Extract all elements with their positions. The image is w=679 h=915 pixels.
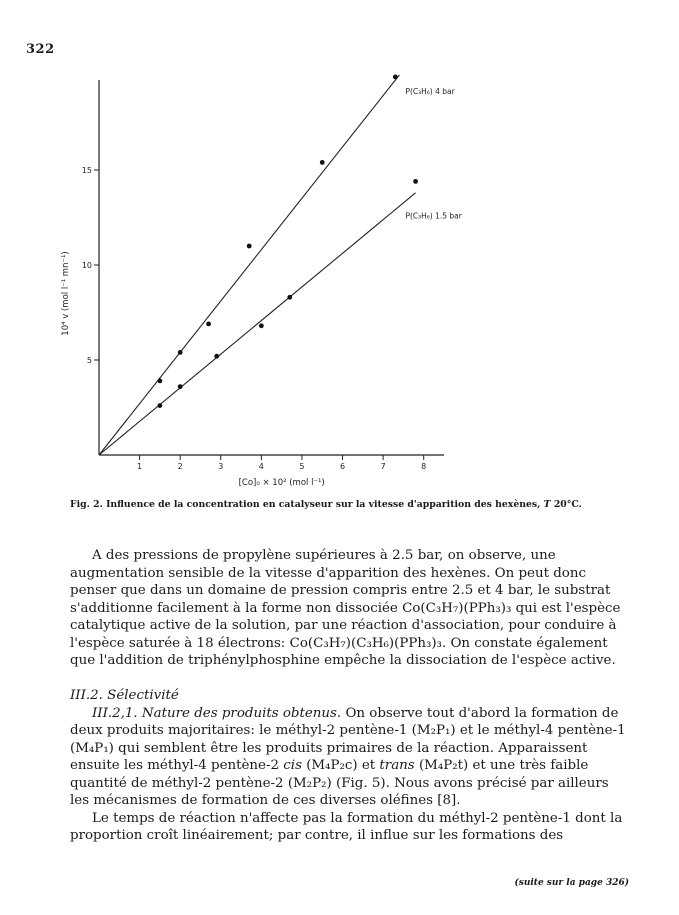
trans-word: trans xyxy=(379,758,415,773)
x-axis-label: [Co]₀ × 10² (mol l⁻¹) xyxy=(238,478,325,488)
x-tick-label: 1 xyxy=(137,462,143,471)
section-heading: III.2. Sélectivité xyxy=(70,688,179,703)
x-tick-label: 4 xyxy=(258,462,264,471)
x-tick-label: 3 xyxy=(218,462,224,471)
figure-caption xyxy=(70,499,660,510)
section-3-2 xyxy=(70,687,630,845)
paragraph-1 xyxy=(70,547,630,670)
y-tick-label: 5 xyxy=(86,356,92,365)
series-1-fit-line xyxy=(99,75,399,455)
series-2-point xyxy=(259,323,264,328)
paragraph-2 xyxy=(70,705,630,810)
series-2-point xyxy=(157,403,162,408)
x-tick-label: 2 xyxy=(177,462,183,471)
series-2-label: P(C₃H₆) 1.5 bar xyxy=(405,211,462,221)
caption-text: Influence de la concentration en catalyseur sur la vitesse d'apparition des hexènes, xyxy=(106,499,541,510)
series-1-point xyxy=(206,322,211,327)
caption-label: Fig. 2. xyxy=(70,499,103,510)
paragraph-1-text: A des pressions de propylène supérieures à 2.5 bar, on observe, une augmentation sensible de la vitesse d'apparition des hexènes. On peut donc penser que dans un domaine de pression compris entre 2.5 et 4 bar, le substrat s'additionne facilement à la forme non dissociée Co(C₃H₇)(PPh₃)₃ qui est l'espèce catalytique active de la solution, par une réaction d'association, pour conduire à l'espèce saturée à 18 électrons: Co(C₃H₇)(C₃H₆)(PPh₃)₃. On constate également que l'addition de triphénylphosphine empêche la dissociation de l'espèce active. xyxy=(70,548,621,668)
x-tick-label: 6 xyxy=(339,462,346,471)
page-number: 322 xyxy=(26,42,55,57)
paragraph-2-text-b: (M₄P₂c) et xyxy=(301,758,380,773)
cis-word: cis xyxy=(283,758,302,773)
x-tick-label: 5 xyxy=(299,462,305,471)
series-2-point xyxy=(178,384,183,389)
series-1-point xyxy=(247,244,252,249)
subsection-heading: III.2,1. Nature des produits obtenus. xyxy=(92,705,342,721)
paragraph-3: Le temps de réaction n'affecte pas la formation du méthyl-2 pentène-1 dont la proportion croît linéairement; par contre, il influe sur les formations des xyxy=(70,810,623,843)
x-tick-label: 8 xyxy=(421,462,427,471)
series-1-point xyxy=(320,160,325,165)
y-axis-label: 10⁴ v (mol l⁻¹ mn⁻¹) xyxy=(61,251,71,336)
y-tick-label: 15 xyxy=(81,166,92,175)
x-tick-label: 7 xyxy=(380,462,386,471)
caption-temp-val: 20°C. xyxy=(553,499,582,510)
series-2-point xyxy=(214,354,219,359)
series-1-label: P(C₃H₆) 4 bar xyxy=(405,87,455,96)
series-2-point xyxy=(413,179,418,184)
paragraph-2-text-c: (M₄P₂t) et une très faible quantité de méthyl-2 pentène-2 (M₂P₂) (Fig. 5). Nous avons précisé par ailleurs les mécanismes de formation de ces diverses oléfines [8]. xyxy=(70,758,609,808)
continuation-note: (suite sur la page 326) xyxy=(514,878,629,888)
series-1-point xyxy=(157,379,162,384)
paragraph-2-text-a: On observe tout d'abord la formation de deux produits majoritaires: le méthyl-2 pentène-1 (M₂P₁) et le méthyl-4 pentène-1 (M₄P₁) qui semblent être les produits primaires de la réaction. Apparaissent ensuite les méthyl-4 pentène-2 xyxy=(70,705,626,773)
series-1-point xyxy=(178,350,183,355)
caption-temp-var: T xyxy=(543,499,551,510)
series-2-fit-line xyxy=(99,193,416,455)
series-2-point xyxy=(287,295,292,300)
series-1-point xyxy=(393,75,398,80)
y-tick-label: 10 xyxy=(81,261,92,270)
